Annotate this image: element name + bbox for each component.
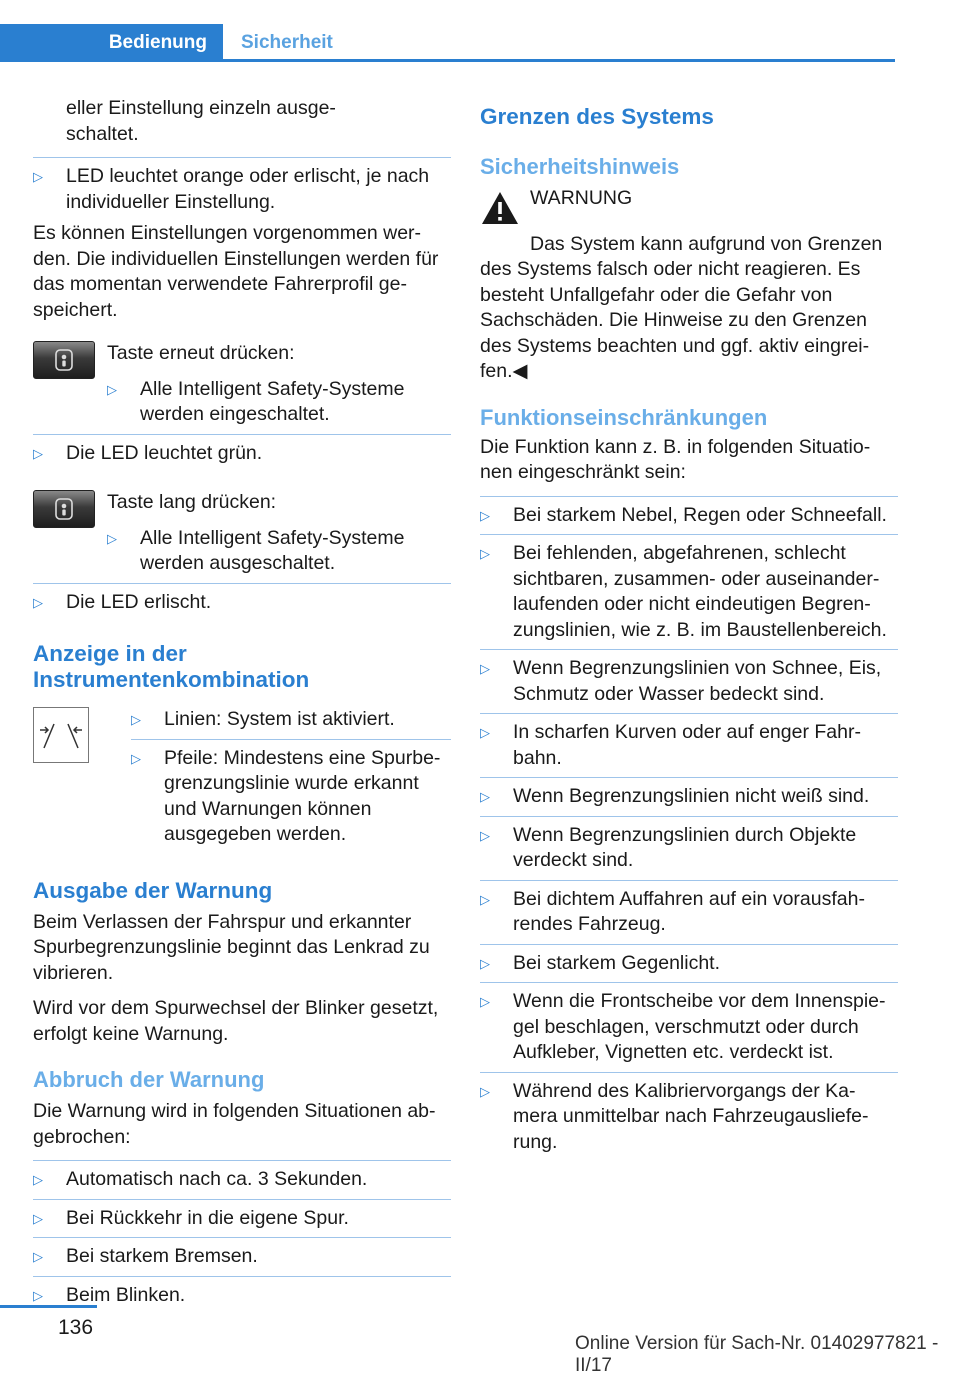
online-version-note: Online Version für Sach-Nr. 01402977821 - II/17 xyxy=(575,1333,939,1376)
paragraph-ausgabe-1: Beim Verlassen der Fahrspur und erkannter Spurbegrenzungslinie beginnt das Lenkrad zu vibrieren. xyxy=(33,910,430,984)
paragraph-ausgabe-2: Wird vor dem Spurwechsel der Blinker gesetzt, erfolgt keine Warnung. xyxy=(33,997,439,1045)
list-item: ▷ Pfeile: Mindestens eine Spurbe-grenzungslinie wurde erkannt und Warnungen können ausgegeben werden. xyxy=(131,739,451,854)
list-item: ▷ Die LED erlischt. xyxy=(33,583,451,622)
paragraph-abbruch: Die Warnung wird in folgenden Situationen ab-gebrochen: xyxy=(33,1100,436,1148)
bullet-triangle-icon: ▷ xyxy=(107,530,117,546)
header-rule xyxy=(0,59,895,62)
list-item: ▷ LED leuchtet orange oder erlischt, je nach individueller Einstellung. xyxy=(33,157,451,221)
button-press-row xyxy=(33,341,451,434)
bullet-triangle-icon: ▷ xyxy=(33,445,43,461)
list-item: ▷ Während des Kalibriervorgangs der Ka-mera unmittelbar nach Fahrzeugausliefe-rung. xyxy=(480,1072,898,1162)
list-item: ▷ Wenn die Frontscheibe vor dem Innenspie-gel beschlagen, verschmutzt oder durch Aufkleber, Vignetten etc. verdeckt ist. xyxy=(480,982,898,1072)
list-item: ▷ Linien: System ist aktiviert. xyxy=(131,707,451,739)
bullet-triangle-icon: ▷ xyxy=(480,725,490,740)
heading-grenzen: Grenzen des Systems xyxy=(480,104,714,129)
bullet-triangle-icon: ▷ xyxy=(33,1287,43,1303)
heading-ausgabe: Ausgabe der Warnung xyxy=(33,877,273,903)
list-item: ▷ Automatisch nach ca. 3 Sekunden. xyxy=(33,1160,451,1199)
list-item: ▷ In scharfen Kurven oder auf enger Fahr-bahn. xyxy=(480,713,898,777)
heading-anzeige: Anzeige in der Instrumentenkombination xyxy=(33,641,310,692)
left-column xyxy=(33,96,451,1314)
bullet-triangle-icon: ▷ xyxy=(480,994,490,1009)
bullet-triangle-icon: ▷ xyxy=(480,661,490,676)
bullet-triangle-icon: ▷ xyxy=(480,955,490,971)
bullet-triangle-icon: ▷ xyxy=(480,789,490,804)
list-item: ▷ Wenn Begrenzungslinien von Schnee, Eis, Schmutz oder Wasser bedeckt sind. xyxy=(480,649,898,713)
bullet-triangle-icon: ▷ xyxy=(33,1172,43,1187)
abbruch-list xyxy=(33,1160,451,1314)
tab-sicherheit[interactable]: Sicherheit xyxy=(241,32,333,53)
paragraph-settings: Es können Einstellungen vorgenommen wer-den. Die individuellen Einstellungen werden für das momentan verwendete Fahrerprofil ge-speichert. xyxy=(33,222,439,321)
bullet-triangle-icon: ▷ xyxy=(480,1083,490,1099)
heading-abbruch: Abbruch der Warnung xyxy=(33,1067,265,1092)
bullet-triangle-icon: ▷ xyxy=(480,507,490,523)
press-again-label: Taste erneut drücken: xyxy=(107,342,295,364)
bullet-triangle-icon: ▷ xyxy=(131,750,141,766)
bullet-triangle-icon: ▷ xyxy=(33,594,43,610)
list-item: ▷ Bei dichtem Auffahren auf ein vorausfah-rendes Fahrzeug. xyxy=(480,880,898,944)
list-item: ▷ Beim Blinken. xyxy=(33,1276,451,1315)
button-press-row xyxy=(33,490,451,583)
footer-rule xyxy=(0,1305,97,1308)
safety-button-icon xyxy=(33,341,95,379)
bullet-triangle-icon: ▷ xyxy=(480,546,490,561)
bullet-triangle-icon: ▷ xyxy=(33,1210,43,1226)
list-item: ▷ Wenn Begrenzungslinien durch Objekte verdeckt sind. xyxy=(480,816,898,880)
limitation-list xyxy=(480,496,898,1162)
bullet-triangle-icon: ▷ xyxy=(33,1249,43,1264)
bullet-triangle-icon: ▷ xyxy=(33,169,43,184)
lane-display-icon xyxy=(33,707,89,763)
list-item: ▷ Bei Rückkehr in die eigene Spur. xyxy=(33,1199,451,1238)
heading-sicherheitshinweis: Sicherheitshinweis xyxy=(480,154,680,179)
list-item: ▷ Alle Intelligent Safety-Systeme werden eingeschaltet. xyxy=(107,371,451,434)
press-long-label: Taste lang drücken: xyxy=(107,491,277,513)
bullet-triangle-icon: ▷ xyxy=(480,827,490,843)
list-item: ▷ Alle Intelligent Safety-Systeme werden ausgeschaltet. xyxy=(107,520,451,583)
warning-title: WARNUNG xyxy=(530,187,633,209)
warning-block xyxy=(480,186,898,234)
heading-funktion: Funktionseinschränkungen xyxy=(480,404,768,430)
page-number: 136 xyxy=(58,1316,94,1339)
right-column xyxy=(480,96,898,1161)
tab-bedienung[interactable]: Bedienung xyxy=(0,24,223,62)
display-row xyxy=(33,707,451,854)
list-item: ▷ Bei starkem Bremsen. xyxy=(33,1237,451,1276)
warning-text: Das System kann aufgrund von Grenzen des Systems falsch oder nicht reagieren. Es besteht Unfallgefahr oder die Gefahr von Sachschäden. Die Hinweise zu den Grenzen des Systems beachten und ggf. aktiv eingrei-fen.◀ xyxy=(480,232,883,382)
list-item: ▷ Wenn Begrenzungslinien nicht weiß sind. xyxy=(480,777,898,816)
continued-text: eller Einstellung einzeln ausge- schaltet. xyxy=(66,97,336,145)
bullet-triangle-icon: ▷ xyxy=(107,381,117,397)
safety-button-icon xyxy=(33,490,95,528)
page-header xyxy=(0,24,895,62)
bullet-triangle-icon: ▷ xyxy=(131,712,141,727)
warning-triangle-icon xyxy=(480,186,520,234)
list-item: ▷ Bei starkem Gegenlicht. xyxy=(480,944,898,983)
list-item: ▷ Bei fehlenden, abgefahrenen, schlecht sichtbaren, zusammen- oder auseinander-laufenden oder nicht eindeutigen Begren-zungslinien, wie z. B. im Baustellenbereich. xyxy=(480,534,898,649)
list-item: ▷ Bei starkem Nebel, Regen oder Schneefall. xyxy=(480,496,898,535)
list-item: ▷ Die LED leuchtet grün. xyxy=(33,434,451,473)
paragraph-funktion: Die Funktion kann z. B. in folgenden Situatio-nen eingeschränkt sein: xyxy=(480,435,871,483)
bullet-triangle-icon: ▷ xyxy=(480,891,490,907)
